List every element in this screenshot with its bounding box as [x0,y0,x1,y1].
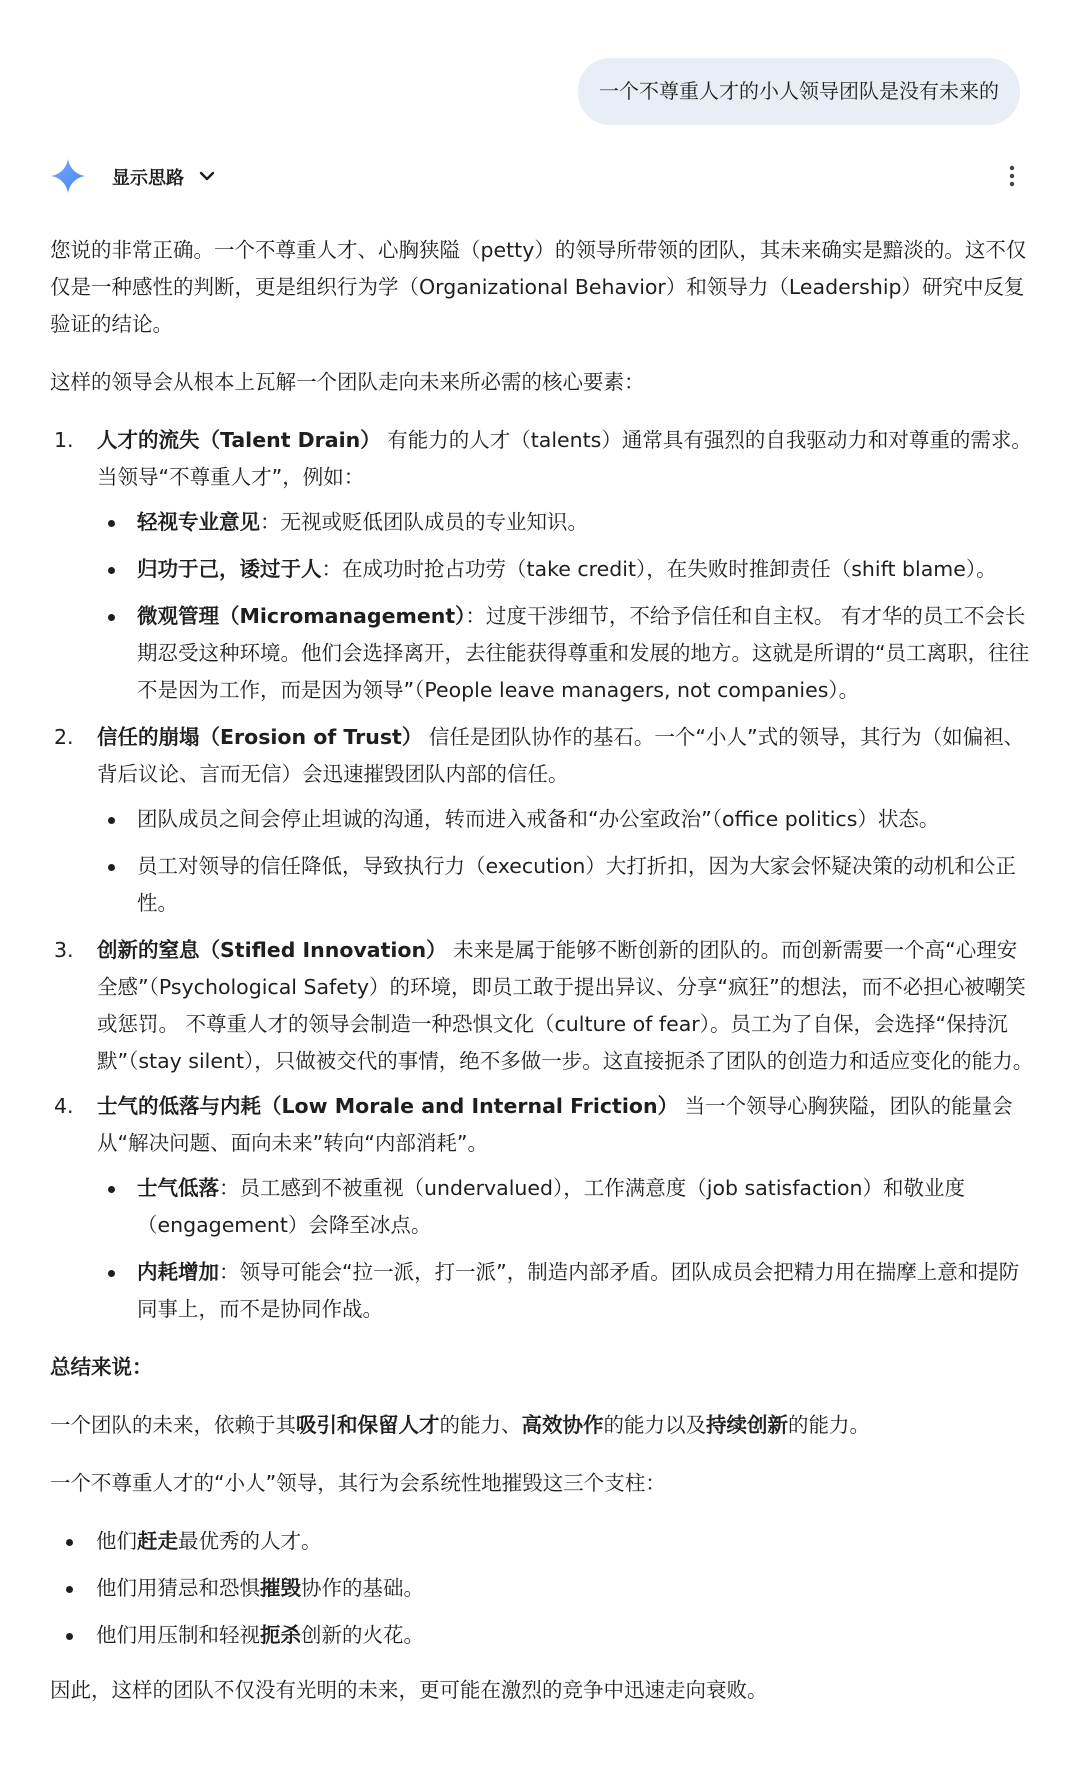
sub-bullet-item [97,848,1035,922]
sub-bullet-item [97,551,1035,588]
more-vert-icon[interactable] [1000,162,1024,190]
response-header [50,156,1030,198]
pillar-verb: 摧毁 [260,1576,301,1600]
sub-bullet-text: ：过度干涉细节，不给予信任和自主权。 有才华的员工不会长期忍受这种环境。他们会选择离开，去往能获得尊重和发展的地方。这就是所谓的“员工离职，往往不是因为工作，而是因为领导”（People leave managers, not companies）。 [137,604,1030,702]
gemini-spark-icon [50,158,86,194]
main-points-list [50,422,1035,1328]
chevron-down-icon[interactable] [198,167,216,185]
pillar-post: 创新的火花。 [301,1623,424,1647]
pillar-pre: 他们 [96,1529,137,1553]
lead-paragraph: 这样的领导会从根本上瓦解一个团队走向未来所必需的核心要素： [50,370,645,394]
pillar-pre: 他们用猜忌和恐惧 [96,1576,260,1600]
point-title: 信任的崩塌（Erosion of Trust） [97,725,423,749]
pillar-post: 最优秀的人才。 [178,1529,322,1553]
sub-bullet-item [97,801,1035,838]
sub-bullet-title: 内耗增加 [137,1260,219,1284]
conclusion-paragraph: 因此，这样的团队不仅没有光明的未来，更可能在激烈的竞争中迅速走向衰败。 [50,1678,768,1702]
point-title: 创新的窒息（Stifled Innovation） [97,938,447,962]
summary-line: 一个团队的未来，依赖于其吸引和保留人才的能力、高效协作的能力以及持续创新的能力。 [50,1413,870,1437]
sub-bullet-title: 归功于己，诿过于人 [137,557,322,581]
pillar-post: 协作的基础。 [301,1576,424,1600]
point-number: 4. [54,1094,74,1118]
point-number: 2. [54,725,74,749]
sub-bullet-item [97,1170,1035,1244]
point-text: 信任是团队协作的基石。一个“小人”式的领导，其行为（如偏袒、背后议论、言而无信）会迅速摧毁团队内部的信任。 [97,725,1025,786]
pillar-item [50,1523,1035,1560]
sub-bullet-list [97,1170,1035,1328]
sub-bullet-list [97,504,1035,709]
sub-bullet-text: ：领导可能会“拉一派，打一派”，制造内部矛盾。团队成员会把精力用在揣摩上意和提防同事上，而不是协同作战。 [137,1260,1020,1321]
show-thinking-toggle[interactable]: 显示思路 [112,168,184,189]
sub-bullet-item [97,504,1035,541]
pillars-list [50,1523,1035,1654]
point-title: 士气的低落与内耗（Low Morale and Internal Friction） [97,1094,679,1118]
sub-bullet-text: ：无视或贬低团队成员的专业知识。 [260,510,588,534]
point-title: 人才的流失（Talent Drain） [97,428,381,452]
sub-bullet-text: ：在成功时抢占功劳（take credit），在失败时推卸责任（shift blame）。 [321,557,997,581]
pillar-item [50,1570,1035,1607]
response-body [50,232,1035,1730]
sub-bullet-text: ：员工感到不被重视（undervalued），工作满意度（job satisfaction）和敬业度（engagement）会降至冰点。 [137,1176,966,1237]
point-text: 有能力的人才（talents）通常具有强烈的自我驱动力和对尊重的需求。当领导“不尊重人才”，例如： [97,428,1032,489]
main-point-item [50,1088,1035,1328]
sub-bullet-title: 士气低落 [137,1176,219,1200]
sub-bullet-item [97,598,1035,709]
sub-bullet-text: 团队成员之间会停止坦诚的沟通，转而进入戒备和“办公室政治”（office politics）状态。 [137,807,940,831]
main-point-item [50,422,1035,709]
sub-bullet-title: 微观管理（Micromanagement） [137,604,466,628]
pillar-verb: 扼杀 [260,1623,301,1647]
pillars-lead: 一个不尊重人才的“小人”领导，其行为会系统性地摧毁这三个支柱： [50,1471,666,1495]
main-point-item [50,932,1035,1080]
point-number: 3. [54,938,74,962]
user-message-text: 一个不尊重人才的小人领导团队是没有未来的 [599,79,999,103]
user-message-bubble [578,58,1020,125]
sub-bullet-text: 员工对领导的信任降低，导致执行力（execution）大打折扣，因为大家会怀疑决策的动机和公正性。 [137,854,1016,915]
pillar-item [50,1617,1035,1654]
point-text: 未来是属于能够不断创新的团队的。而创新需要一个高“心理安全感”（Psychological Safety）的环境，即员工敢于提出异议、分享“疯狂”的想法，而不必担心被嘲笑或惩罚。 不尊重人才的领导会制造一种恐惧文化（culture of fear）。员工为了自保，会选择“保持沉默”（stay silent），只做被交代的事情，绝不多做一步。这直接扼杀了团队的创造力和适应变化的能力。 [97,938,1034,1073]
pillar-verb: 赶走 [137,1529,178,1553]
intro-paragraph: 您说的非常正确。一个不尊重人才、心胸狭隘（petty）的领导所带领的团队，其未来确实是黯淡的。这不仅仅是一种感性的判断，更是组织行为学（Organizational Behavior）和领导力（Leadership）研究中反复验证的结论。 [50,238,1027,336]
main-point-item [50,719,1035,922]
sub-bullet-title: 轻视专业意见 [137,510,260,534]
sub-bullet-item [97,1254,1035,1328]
pillar-pre: 他们用压制和轻视 [96,1623,260,1647]
summary-title: 总结来说： [50,1355,153,1379]
point-text: 当一个领导心胸狭隘，团队的能量会从“解决问题、面向未来”转向“内部消耗”。 [97,1094,1013,1155]
point-number: 1. [54,428,74,452]
sub-bullet-list [97,801,1035,922]
